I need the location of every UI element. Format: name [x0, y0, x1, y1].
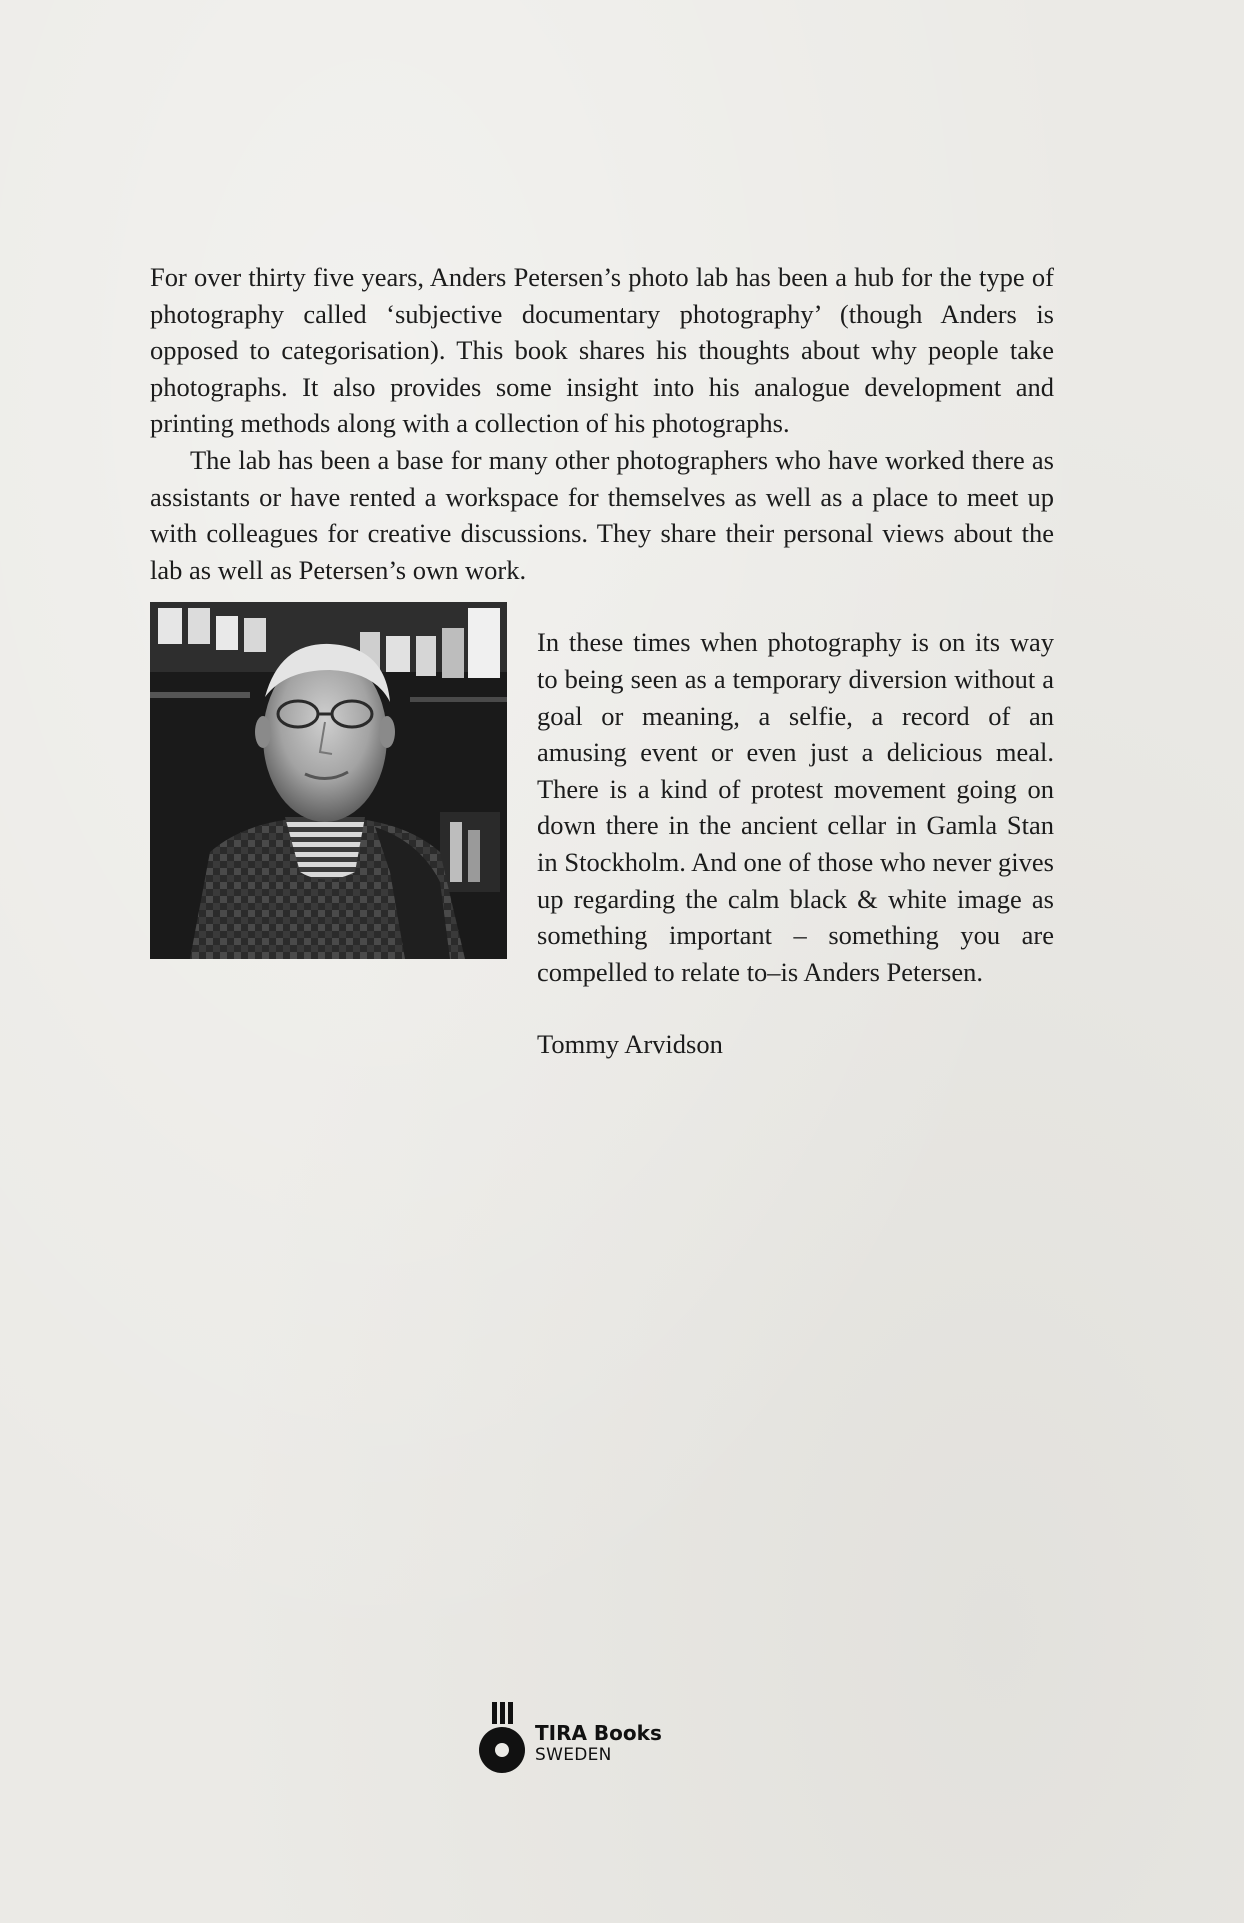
publisher-mark	[477, 1700, 662, 1780]
publisher-country: SWEDEN	[535, 1744, 612, 1765]
portrait-photo-image	[150, 602, 507, 959]
publisher-text	[535, 1717, 662, 1764]
paragraph-1: For over thirty five years, Anders Petersen’s photo lab has been a hub for the type of photography called ‘subjective documentary photography’ (though Anders is opposed to categorisation). This book shares his thoughts about why people take photographs. It also provides some insight into his analogue development and printing methods along with a collection of his photographs.	[150, 262, 1054, 439]
tira-books-logo-icon	[477, 1700, 527, 1780]
portrait-photo	[150, 602, 507, 959]
blurb-text	[150, 259, 1054, 1063]
paragraph-3: In these times when photography is on its way to being seen as a temporary diversion without a goal or meaning, a selfie, a record of an amusing event or even just a delicious meal. There is a kind of protest movement going on down there in the ancient cellar in Gamla Stan in Stockholm. And one of those who never gives up regarding the calm black & white image as something important – something you are compelled to relate to–is Anders Petersen.	[537, 627, 1054, 987]
paragraph-2: The lab has been a base for many other photographers who have worked there as assistants or have rented a workspace for themselves as well as a place to meet up with colleagues for creative discussions. They share their personal views about the lab as well as Petersen’s own work.	[150, 444, 1054, 585]
author-signature: Tommy Arvidson	[537, 1029, 723, 1060]
publisher-name: TIRA Books	[535, 1720, 662, 1745]
